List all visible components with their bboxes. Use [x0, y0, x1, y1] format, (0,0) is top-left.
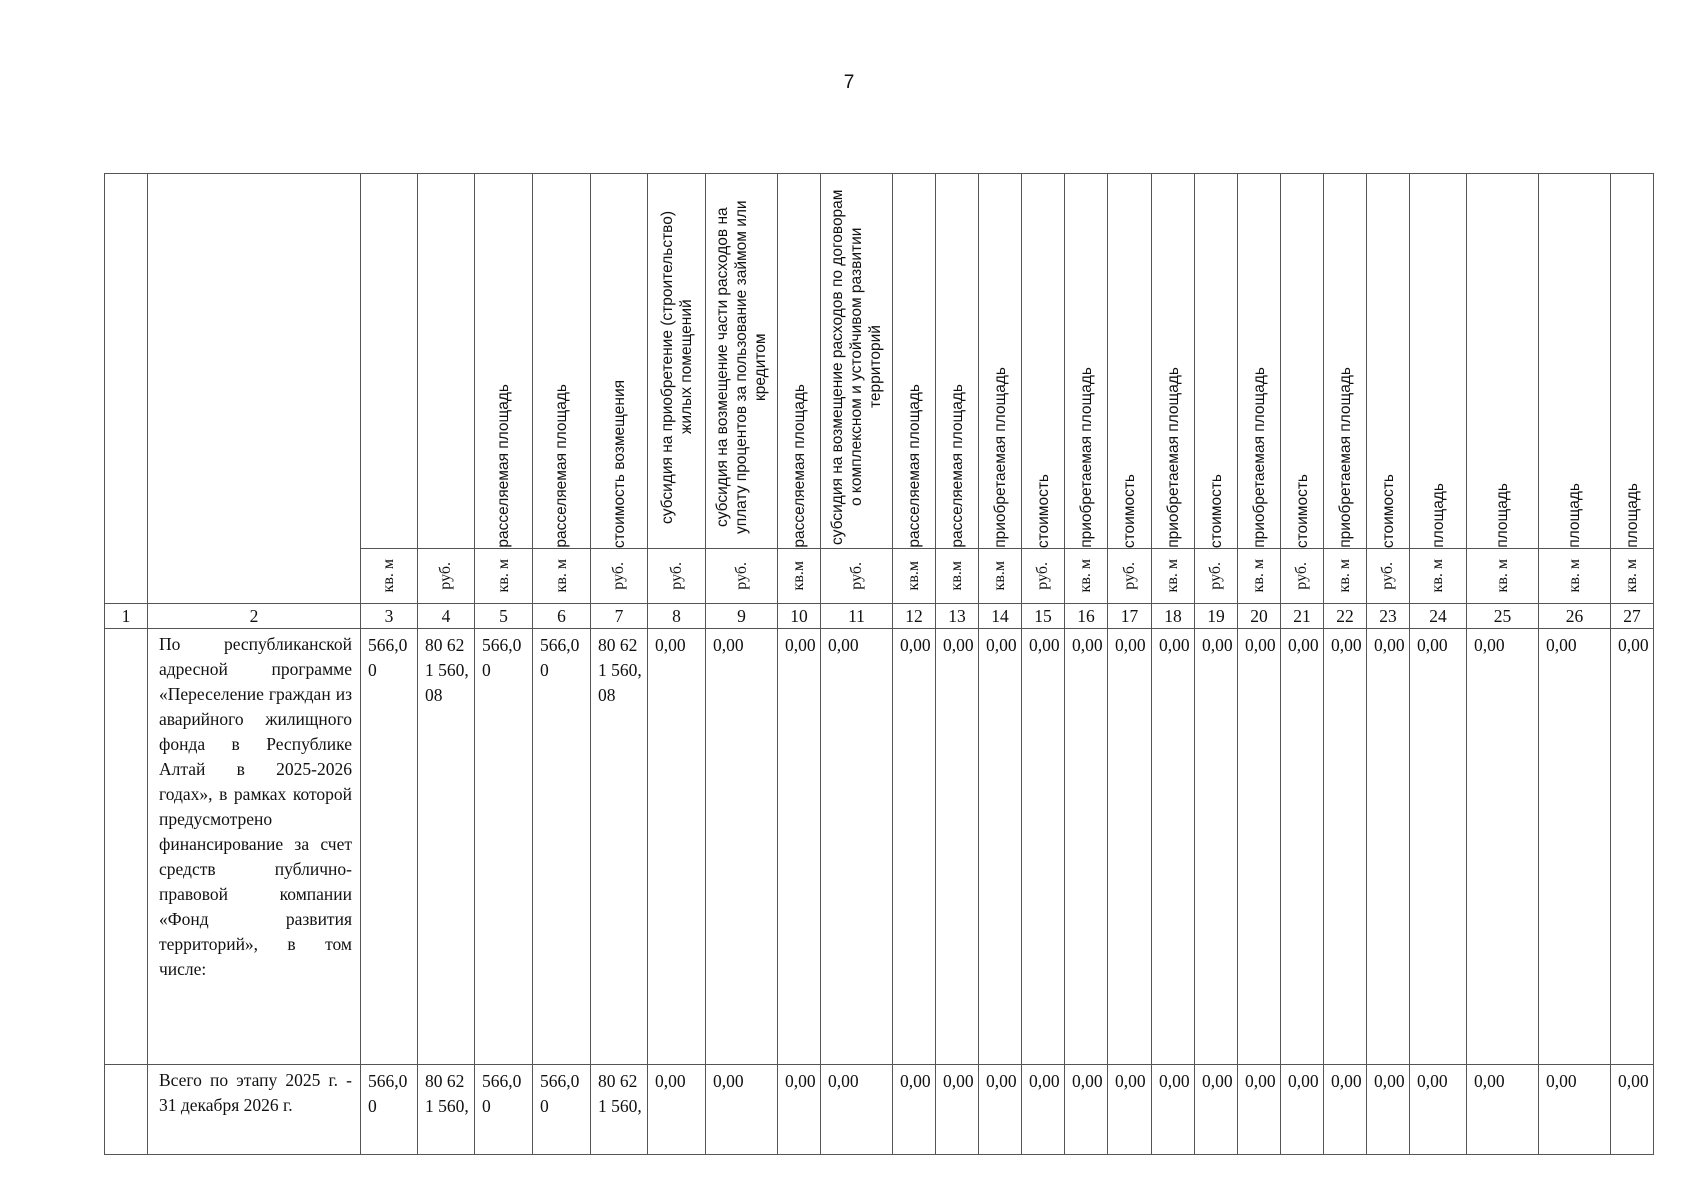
table-row — [105, 629, 1654, 1065]
table-cell: 566,00 — [533, 629, 591, 1065]
unit-label: кв. м — [552, 559, 570, 593]
column-header-label: стоимость возмещения — [610, 379, 628, 548]
table-cell: 0,00 — [1065, 1065, 1108, 1155]
unit-cell — [893, 549, 936, 604]
unit-cell — [778, 549, 821, 604]
header-cell — [1611, 174, 1654, 549]
table-cell: 0,00 — [1108, 1065, 1152, 1155]
unit-label: руб. — [1379, 562, 1396, 590]
unit-label: кв. м — [494, 559, 512, 593]
header-cell — [821, 174, 893, 549]
column-header-label: приобретаемая площадь — [1164, 367, 1182, 548]
table-cell: 0,00 — [1467, 1065, 1539, 1155]
table-cell: 0,00 — [936, 629, 979, 1065]
table-cell: 0,00 — [1467, 629, 1539, 1065]
unit-label: кв. м — [1493, 559, 1511, 593]
unit-label: кв. м — [1077, 559, 1094, 593]
row-description: Всего по этапу 2025 г. - 31 декабря 2026 г. — [148, 1065, 361, 1155]
unit-cell — [1410, 549, 1467, 604]
column-number: 4 — [418, 604, 475, 629]
unit-label: руб. — [847, 562, 865, 590]
unit-cell — [936, 549, 979, 604]
column-number: 1 — [105, 604, 148, 629]
header-cell — [148, 174, 361, 604]
table-cell — [105, 1065, 148, 1155]
table-cell: 80 621 560, — [591, 1065, 648, 1155]
unit-label: кв.м — [905, 561, 922, 591]
header-row — [105, 174, 1654, 549]
table-cell: 0,00 — [1281, 629, 1324, 1065]
header-cell — [1281, 174, 1324, 549]
unit-cell — [418, 549, 475, 604]
table-cell: 0,00 — [979, 629, 1022, 1065]
unit-cell — [1611, 549, 1654, 604]
row-description: По республиканской адресной программе «Переселение граждан из аварийного жилищного фонда в Республике Алтай в 2025-2026 годах», в рамках которой предусмотрено финансирование за счет средств публично-правовой компании «Фонд развития территорий», в том числе: — [148, 629, 361, 1065]
header-cell — [893, 174, 936, 549]
unit-label: кв. м — [1623, 559, 1640, 593]
table-cell: 0,00 — [1238, 1065, 1281, 1155]
column-number: 14 — [979, 604, 1022, 629]
column-header-label: приобретаемая площадь — [1250, 367, 1268, 548]
table-cell: 0,00 — [821, 629, 893, 1065]
table-cell: 0,00 — [1539, 1065, 1611, 1155]
table-cell: 0,00 — [1065, 629, 1108, 1065]
table-cell: 566,00 — [361, 629, 418, 1065]
column-number: 22 — [1324, 604, 1367, 629]
table-cell: 0,00 — [1238, 629, 1281, 1065]
unit-cell — [1324, 549, 1367, 604]
column-header-label: приобретаемая площадь — [1077, 367, 1095, 548]
column-header-label: субсидия на приобретение (строительство) жилых помещений — [658, 210, 695, 524]
header-cell — [361, 174, 418, 549]
unit-cell — [1152, 549, 1195, 604]
table-cell: 0,00 — [778, 1065, 821, 1155]
table-cell: 80 621 560,08 — [418, 629, 475, 1065]
table-cell: 0,00 — [1539, 629, 1611, 1065]
unit-cell — [1195, 549, 1238, 604]
table-cell: 566,00 — [475, 1065, 533, 1155]
column-number-row — [105, 604, 1654, 629]
table-cell: 0,00 — [1324, 1065, 1367, 1155]
header-cell — [1367, 174, 1410, 549]
unit-cell — [1367, 549, 1410, 604]
table-cell: 0,00 — [1324, 629, 1367, 1065]
unit-label: кв. м — [380, 559, 397, 593]
header-cell — [1065, 174, 1108, 549]
unit-label: кв. м — [1250, 559, 1267, 593]
table-cell: 0,00 — [1108, 629, 1152, 1065]
column-number: 13 — [936, 604, 979, 629]
table-cell: 0,00 — [706, 1065, 778, 1155]
column-header-label: расселяемая площадь — [905, 384, 923, 548]
header-cell — [1022, 174, 1065, 549]
unit-cell — [821, 549, 893, 604]
table-cell: 566,00 — [533, 1065, 591, 1155]
column-header-label: стоимость — [1207, 473, 1225, 548]
unit-label: кв.м — [991, 561, 1008, 591]
unit-cell — [1467, 549, 1539, 604]
column-number: 7 — [591, 604, 648, 629]
header-cell — [1152, 174, 1195, 549]
unit-label: руб. — [732, 562, 750, 590]
header-cell — [1539, 174, 1611, 549]
header-cell — [648, 174, 706, 549]
header-cell — [533, 174, 591, 549]
unit-cell — [1238, 549, 1281, 604]
header-cell — [418, 174, 475, 549]
column-number: 11 — [821, 604, 893, 629]
header-cell — [936, 174, 979, 549]
column-number: 20 — [1238, 604, 1281, 629]
unit-cell — [1539, 549, 1611, 604]
column-number: 17 — [1108, 604, 1152, 629]
table-cell — [105, 629, 148, 1065]
table-cell: 0,00 — [821, 1065, 893, 1155]
unit-cell — [1281, 549, 1324, 604]
column-number: 3 — [361, 604, 418, 629]
column-number: 2 — [148, 604, 361, 629]
table-cell: 0,00 — [1367, 629, 1410, 1065]
unit-cell — [648, 549, 706, 604]
header-cell — [1324, 174, 1367, 549]
column-number: 15 — [1022, 604, 1065, 629]
header-cell — [1467, 174, 1539, 549]
column-header-label: расселяемая площадь — [495, 384, 512, 548]
table-cell: 0,00 — [936, 1065, 979, 1155]
column-header-label: стоимость — [1293, 473, 1311, 548]
table-cell: 566,00 — [361, 1065, 418, 1155]
column-number: 21 — [1281, 604, 1324, 629]
table-cell: 0,00 — [1410, 1065, 1467, 1155]
table-cell: 0,00 — [1022, 1065, 1065, 1155]
table-row — [105, 1065, 1654, 1155]
header-cell — [1238, 174, 1281, 549]
column-number: 24 — [1410, 604, 1467, 629]
header-cell — [591, 174, 648, 549]
unit-cell — [361, 549, 418, 604]
unit-label: руб. — [1034, 562, 1051, 590]
table-cell: 566,00 — [475, 629, 533, 1065]
header-cell — [778, 174, 821, 549]
column-number: 16 — [1065, 604, 1108, 629]
unit-label: руб. — [1207, 562, 1224, 590]
column-header-label: субсидия на возмещение расходов по договорам о комплексном и устойчивом развитии территорий — [829, 189, 884, 545]
table-cell: 0,00 — [1022, 629, 1065, 1065]
unit-cell — [1108, 549, 1152, 604]
table-cell: 0,00 — [1152, 1065, 1195, 1155]
column-header-label: площадь — [1623, 483, 1641, 548]
table-cell: 0,00 — [1195, 629, 1238, 1065]
unit-label: кв. м — [1164, 559, 1181, 593]
column-header-label: приобретаемая площадь — [991, 367, 1009, 548]
page-number: 7 — [843, 72, 855, 93]
table-cell: 0,00 — [1281, 1065, 1324, 1155]
table-cell: 0,00 — [648, 629, 706, 1065]
unit-label: кв. м — [1336, 559, 1353, 593]
unit-label: кв.м — [790, 561, 807, 591]
unit-label: руб. — [610, 562, 627, 590]
column-header-label: расселяемая площадь — [948, 384, 966, 548]
column-number: 8 — [648, 604, 706, 629]
unit-cell — [706, 549, 778, 604]
table-cell: 0,00 — [1195, 1065, 1238, 1155]
column-header-label: стоимость — [1121, 473, 1138, 548]
table-cell: 0,00 — [1611, 629, 1654, 1065]
column-number: 26 — [1539, 604, 1611, 629]
table-cell: 0,00 — [648, 1065, 706, 1155]
unit-label: руб. — [437, 562, 454, 590]
column-number: 27 — [1611, 604, 1654, 629]
unit-label: кв. м — [1429, 559, 1446, 593]
unit-cell — [1065, 549, 1108, 604]
column-number: 18 — [1152, 604, 1195, 629]
table-cell: 80 621 560,08 — [591, 629, 648, 1065]
column-header-label: стоимость — [1034, 473, 1052, 548]
unit-cell — [533, 549, 591, 604]
column-number: 10 — [778, 604, 821, 629]
table-cell: 0,00 — [1367, 1065, 1410, 1155]
table-cell: 0,00 — [893, 1065, 936, 1155]
table-cell: 0,00 — [706, 629, 778, 1065]
column-header-label: расселяемая площадь — [553, 384, 570, 548]
unit-label: кв.м — [948, 561, 965, 591]
table-cell: 0,00 — [1611, 1065, 1654, 1155]
table-cell: 80 621 560, — [418, 1065, 475, 1155]
column-header-label: субсидия на возмещение части расходов на уплату процентов за пользование займом или кредитом — [714, 200, 769, 534]
table-cell: 0,00 — [1152, 629, 1195, 1065]
column-header-label: площадь — [1429, 483, 1447, 548]
unit-cell — [979, 549, 1022, 604]
table-cell: 0,00 — [778, 629, 821, 1065]
column-number: 9 — [706, 604, 778, 629]
unit-label: кв. м — [1565, 559, 1583, 593]
unit-label: руб. — [1120, 562, 1138, 590]
table-cell: 0,00 — [893, 629, 936, 1065]
data-table — [104, 173, 1654, 1155]
column-number: 23 — [1367, 604, 1410, 629]
column-header-label: приобретаемая площадь — [1336, 367, 1354, 548]
column-number: 6 — [533, 604, 591, 629]
column-number: 5 — [475, 604, 533, 629]
column-header-label: стоимость — [1379, 473, 1397, 548]
header-cell — [979, 174, 1022, 549]
header-cell — [1410, 174, 1467, 549]
unit-label: руб. — [667, 562, 685, 590]
column-number: 12 — [893, 604, 936, 629]
unit-label: руб. — [1293, 562, 1310, 590]
table-cell: 0,00 — [1410, 629, 1467, 1065]
header-cell — [1195, 174, 1238, 549]
column-header-label: площадь — [1494, 483, 1511, 548]
column-number: 25 — [1467, 604, 1539, 629]
column-header-label: расселяемая площадь — [790, 384, 808, 548]
unit-cell — [1022, 549, 1065, 604]
unit-cell — [475, 549, 533, 604]
column-number: 19 — [1195, 604, 1238, 629]
header-cell — [475, 174, 533, 549]
table-cell: 0,00 — [979, 1065, 1022, 1155]
unit-cell — [591, 549, 648, 604]
header-cell — [706, 174, 778, 549]
header-cell — [1108, 174, 1152, 549]
header-cell — [105, 174, 148, 604]
column-header-label: площадь — [1566, 483, 1583, 548]
